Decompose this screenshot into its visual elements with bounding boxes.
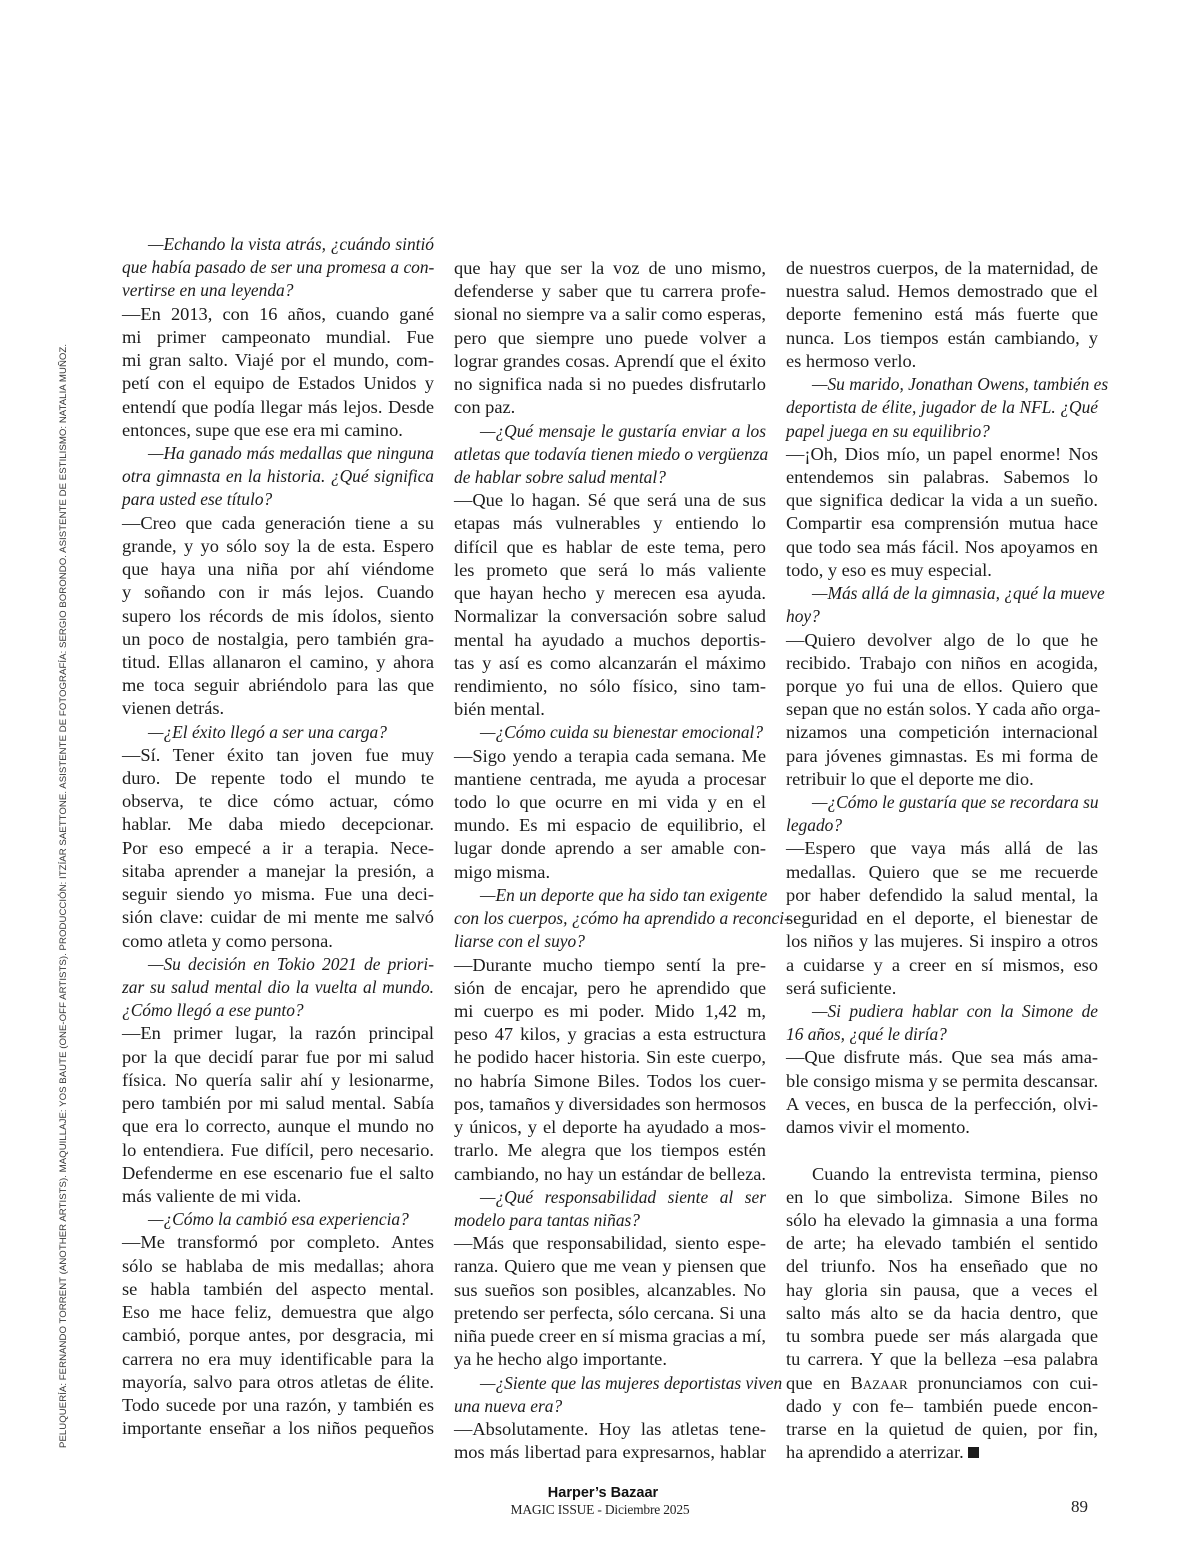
answer-line: ha aprendido a aterrizar. [786, 1441, 1098, 1464]
paragraph-gap [786, 1139, 1098, 1162]
answer-line: un poco de nostalgia, pero también gra- [122, 628, 434, 649]
answer-line: ble consigo misma y se permita descansar. [786, 1070, 1099, 1091]
answer-line: —Absolutamente. Hoy las atletas tene- [454, 1418, 766, 1439]
answer-line: que significa dedicar la vida a un sueño. [786, 490, 1098, 511]
answer-line: que hayan hecho y merecen esa ayuda. [454, 583, 766, 604]
question-line: —Si pudiera hablar con la Simone de [812, 1001, 1098, 1021]
answer-line: les prometo que será lo más valiente [454, 559, 766, 580]
answer-line: nizamos una competición internacional [786, 722, 1098, 743]
answer-line: lo entendiera. Fue difícil, pero necesario. [122, 1139, 434, 1160]
answer-line: nuestra salud. Hemos demostrado que el [786, 281, 1098, 302]
answer-line: —Creo que cada generación tiene a su [122, 512, 434, 533]
answer-line: damos vivir el momento. [786, 1117, 970, 1138]
answer-line: niña puede creer en sí misma gracias a mí, [454, 1326, 767, 1347]
answer-line: mantiene centrada, me ayuda a procesar [454, 768, 766, 789]
answer-line: me toca seguir abriéndolo para las que [122, 675, 434, 696]
answer-line: pero también por mi salud mental. Sabía [122, 1093, 434, 1114]
answer-line: es hermoso verlo. [786, 350, 917, 371]
answer-line: nunca. Los tiempos están cambiando, y [786, 327, 1098, 348]
answer-line: —Me transformó por completo. Antes [122, 1232, 434, 1253]
answer-line: porque yo fui una de ellos. Quiero que [786, 675, 1098, 696]
answer-line: observa, te dice cómo actuar, cómo [122, 791, 434, 812]
answer-line: pretendo ser perfecta, sólo cercana. Si una [454, 1302, 766, 1323]
answer-line: sólo ha elevado la gimnasia a una forma [786, 1209, 1098, 1230]
answer-line: tu sombra puede ser más alargada que [786, 1326, 1098, 1347]
answer-line: cambió, porque antes, por desgracia, mi [122, 1325, 434, 1346]
end-of-article-icon [968, 1447, 979, 1458]
answer-line: sional no siempre va a salir como esperas, [454, 304, 766, 325]
answer-line: retribuir lo que el deporte me dio. [786, 768, 1034, 789]
answer-line: migo misma. [454, 861, 551, 882]
answer-line: —Sigo yendo a terapia cada semana. Me [454, 745, 766, 766]
answer-line: sepan que no están solos. Y cada año orga- [786, 699, 1101, 720]
answer-line: tas y así es como alcanzarán el máximo [454, 652, 766, 673]
column-1 [122, 233, 434, 1440]
answer-line: sión de encajar, pero he aprendido que [454, 977, 766, 998]
answer-line: en lo que simboliza. Simone Biles no [786, 1186, 1098, 1207]
answer-line: Cuando la entrevista termina, pienso [812, 1163, 1098, 1184]
answer-line: que haya una niña por ahí viéndome [122, 559, 434, 580]
answer-line: no significa nada si no puedes disfrutarlo [454, 374, 766, 395]
answer-line: entonces, supe que ese era mi camino. [122, 419, 403, 440]
question-line: deportista de élite, jugador de la NFL. ¿Qué [786, 397, 1098, 418]
answer-line: Compartir esa comprensión mutua hace [786, 513, 1098, 534]
answer-line: A veces, en busca de la perfección, olvi- [786, 1093, 1098, 1114]
answer-line: sitaba aprender a manejar la presión, a [122, 860, 434, 881]
answer-line: ranza. Quiero que me vean y piensen que [454, 1256, 766, 1277]
answer-line: de arte; ha elevado también el sentido [786, 1233, 1098, 1254]
answer-line: Eso me hace feliz, demuestra que algo [122, 1302, 434, 1323]
answer-line: a cuidarse y a creer en sí mismos, eso [786, 954, 1098, 975]
question-line: que había pasado de ser una promesa a con- [122, 257, 435, 278]
answer-line: etapas más vulnerables y entiendo lo [454, 513, 766, 534]
answer-line: será suficiente. [786, 977, 897, 998]
answer-line: —Que disfrute más. Que sea más ama- [786, 1047, 1098, 1068]
answer-line: sión clave: cuidar de mi mente me salvó [122, 907, 434, 928]
page-number: 89 [1071, 1497, 1088, 1516]
answer-line: lugar donde aprendo a ser amable con- [454, 838, 766, 859]
footer-brand: Harper’s Bazaar [547, 1485, 659, 1501]
answer-line: y soñando con ir más lejos. Cuando [122, 582, 434, 603]
question-line: ¿Cómo llegó a ese punto? [122, 1000, 304, 1021]
answer-line: seguir siendo yo misma. Fue una deci- [122, 884, 434, 905]
answer-line: pero que siempre uno puede volver a [454, 327, 766, 348]
answer-line: grande, y yo sólo soy la de esta. Espero [122, 535, 434, 556]
answer-line: salto más alto se da hacia dentro, que [786, 1302, 1098, 1323]
answer-line: —Más que responsabilidad, siento espe- [454, 1233, 766, 1254]
answer-line: —¡Oh, Dios mío, un papel enorme! Nos [786, 443, 1098, 464]
answer-line: titud. Ellas allanaron el camino, y ahora [122, 651, 434, 672]
answer-line: más valiente de mi vida. [122, 1185, 302, 1206]
question-line: 16 años, ¿qué le diría? [786, 1024, 947, 1045]
answer-line: tu carrera. Y que la belleza –esa palabra [786, 1349, 1098, 1370]
photo-credits: PELUQUERÍA: FERNANDO TORRENT (ANOTHER ARTISTS). MAQUILLAJE: YOS BAUTE (ONE-OFF ARTISTS). PRODUCCIÓN: ITZÍAR SAETTONE. ASISTENTE DE FOTOGRAFÍA: SERGIO BORONDO. ASISTENTE DE ESTILISMO: NATALIA MUÑOZ. [58, 343, 69, 1448]
answer-line: por la que decidí parar fue por mi salud [122, 1046, 434, 1067]
answer-line: trarse en la quietud de quien, por fin, [786, 1418, 1098, 1439]
answer-line: todo lo que ocurre en mi vida y en el [454, 792, 766, 813]
answer-line: cambiando, no hay un estándar de belleza. [454, 1163, 766, 1184]
footer-issue: MAGIC ISSUE - Diciembre 2025 [510, 1502, 690, 1517]
answer-line: deporte femenino está más fuerte que [786, 304, 1098, 325]
answer-line: los niños y las mujeres. Si inspiro a otros [786, 931, 1098, 952]
question-line: modelo para tantas niñas? [454, 1209, 640, 1230]
answer-line: que hay que ser la voz de uno mismo, [454, 258, 766, 278]
question-line: —¿Siente que las mujeres deportistas viven [480, 1372, 783, 1393]
question-line: —¿Qué mensaje le gustaría enviar a los [480, 420, 766, 441]
answer-line: pos, tamaños y diversidades son hermosos [454, 1093, 766, 1114]
answer-line: sus sueños son posibles, alcanzables. No [454, 1279, 766, 1300]
answer-line: del triunfo. Nos ha enseñado que no [786, 1256, 1098, 1277]
answer-line: hablar. Me daba miedo decepcionar. [122, 814, 434, 835]
question-line: una nueva era? [454, 1395, 563, 1416]
answer-line: —Espero que vaya más allá de las [786, 838, 1098, 859]
answer-line: defenderse y saber que tu carrera profe- [454, 281, 766, 302]
answer-line: para jóvenes gimnastas. Es mi forma de [786, 745, 1098, 766]
answer-line: mos más libertad para expresarnos, hablar [454, 1442, 766, 1463]
answer-line: por haber defendido la salud mental, la [786, 884, 1098, 905]
answer-line: dado y con fe– también puede encon- [786, 1395, 1098, 1416]
answer-line: mundo. Es mi espacio de equilibrio, el [454, 815, 766, 836]
question-line: vertirse en una leyenda? [122, 280, 294, 301]
answer-line: difícil que es hablar de este tema, pero [454, 536, 766, 557]
answer-line: supero los récords de mis ídolos, siento [122, 605, 434, 626]
question-line: para usted ese título? [122, 489, 273, 510]
answer-line: con paz. [454, 397, 516, 418]
column-3 [786, 257, 1109, 1464]
answer-line: vienen detrás. [122, 698, 225, 719]
question-line: papel juega en su equilibrio? [786, 420, 990, 441]
answer-line: entendemos sin palabras. Sabemos lo [786, 466, 1098, 487]
answer-line: duro. De repente todo el mundo te [122, 768, 434, 789]
answer-line: que en Bazaar pronunciamos con cui- [786, 1372, 1098, 1393]
answer-line: mi gran salto. Viajé por el mundo, com- [122, 350, 434, 371]
answer-line: ya he hecho algo importante. [454, 1349, 667, 1370]
answer-line: que era lo correcto, aunque el mundo no [122, 1116, 434, 1137]
question-line: —¿Cómo cuida su bienestar emocional? [480, 722, 764, 743]
answer-line: petí con el equipo de Estados Unidos y [122, 373, 434, 394]
answer-line: mayoría, salvo para otros atletas de élite. [122, 1371, 434, 1392]
question-line: —En un deporte que ha sido tan exigente [480, 884, 768, 905]
answer-line: Defenderme en ese escenario fue el salto [122, 1162, 434, 1183]
answer-line: —Que lo hagan. Sé que será una de sus [454, 490, 766, 511]
answer-line: todo, y eso es muy especial. [786, 559, 992, 580]
question-line: —Su marido, Jonathan Owens, también es [812, 374, 1109, 395]
brand-smallcaps: Bazaar [850, 1372, 908, 1393]
question-line: —¿El éxito llegó a ser una carga? [148, 721, 387, 742]
answer-line: peso 47 kilos, y gracias a esta estructura [454, 1024, 766, 1045]
answer-line: hay gloria sin pausa, que a veces el [786, 1279, 1098, 1300]
answer-line: mi cuerpo es mi poder. Mido 1,42 m, [454, 1001, 766, 1021]
answer-line: Todo sucede por una razón, y también es [122, 1394, 434, 1415]
answer-line: lograr grandes cosas. Aprendí que el éxito [454, 350, 766, 371]
question-line: —¿Qué responsabilidad siente al ser [480, 1186, 766, 1207]
answer-line: como atleta y como persona. [122, 930, 333, 951]
question-line: de hablar sobre salud mental? [454, 466, 666, 487]
answer-line: —En primer lugar, la razón principal [122, 1023, 434, 1044]
answer-line: de nuestros cuerpos, de la maternidad, de [786, 258, 1098, 278]
answer-line: mi primer campeonato mundial. Fue [122, 326, 434, 347]
question-line: otra gimnasta en la historia. ¿Qué significa [122, 466, 434, 487]
question-line: —Echando la vista atrás, ¿cuándo sintió [148, 234, 434, 254]
question-line: —Más allá de la gimnasia, ¿qué la mueve [812, 583, 1105, 604]
question-line: —¿Cómo le gustaría que se recordara su [812, 792, 1099, 813]
answer-line: física. No quería salir ahí y lesionarme, [122, 1069, 434, 1090]
answer-line: Por eso empecé a ir a terapia. Nece- [122, 837, 434, 858]
answer-line: importante enseñar a los niños pequeños [122, 1418, 434, 1439]
answer-line: medallas. Quiero que se me recuerde [786, 861, 1098, 882]
question-line: —¿Cómo la cambió esa experiencia? [148, 1209, 409, 1230]
answer-line: se habla también del aspecto mental. [122, 1278, 434, 1299]
question-line: con los cuerpos, ¿cómo ha aprendido a reconci- [454, 908, 790, 929]
answer-line: recibido. Trabajo con niños en acogida, [786, 652, 1098, 673]
question-line: legado? [786, 815, 843, 836]
question-line: zar su salud mental dio la vuelta al mundo. [122, 977, 434, 997]
answer-line: carrera no era muy identificable para la [122, 1348, 434, 1369]
answer-line: entendí que podía llegar más lejos. Desde [122, 396, 434, 417]
answer-line: seguridad en el deporte, el bienestar de [786, 908, 1098, 929]
answer-line: he podido hacer historia. Sin este cuerpo, [454, 1047, 766, 1068]
answer-line: mental ha ayudado a muchos deportis- [454, 629, 766, 650]
answer-line: trarlo. Me alegra que los tiempos estén [454, 1140, 766, 1161]
answer-line: —Durante mucho tiempo sentí la pre- [454, 954, 766, 975]
question-line: atletas que todavía tienen miedo o vergüenza [454, 443, 769, 464]
question-line: liarse con el suyo? [454, 931, 585, 952]
answer-line: —En 2013, con 16 años, cuando gané [122, 303, 434, 324]
answer-line: y únicos, y el deporte ha ayudado a mos- [454, 1117, 766, 1138]
column-2 [454, 257, 790, 1464]
answer-line: que todo sea más fácil. Nos apoyamos en [786, 536, 1098, 557]
answer-line: rendimiento, no sólo físico, sino tam- [454, 675, 766, 696]
answer-line: sólo se hablaba de mis medallas; ahora [122, 1255, 434, 1276]
answer-line: Normalizar la conversación sobre salud [454, 606, 766, 627]
question-line: hoy? [786, 606, 820, 627]
answer-line: —Sí. Tener éxito tan joven fue muy [122, 744, 434, 765]
answer-line: —Quiero devolver algo de lo que he [786, 629, 1098, 650]
answer-line: no habría Simone Biles. Todos los cuer- [454, 1070, 766, 1091]
question-line: —Ha ganado más medallas que ninguna [148, 442, 434, 463]
question-line: —Su decisión en Tokio 2021 de priori- [148, 953, 434, 974]
answer-line: bién mental. [454, 699, 545, 720]
